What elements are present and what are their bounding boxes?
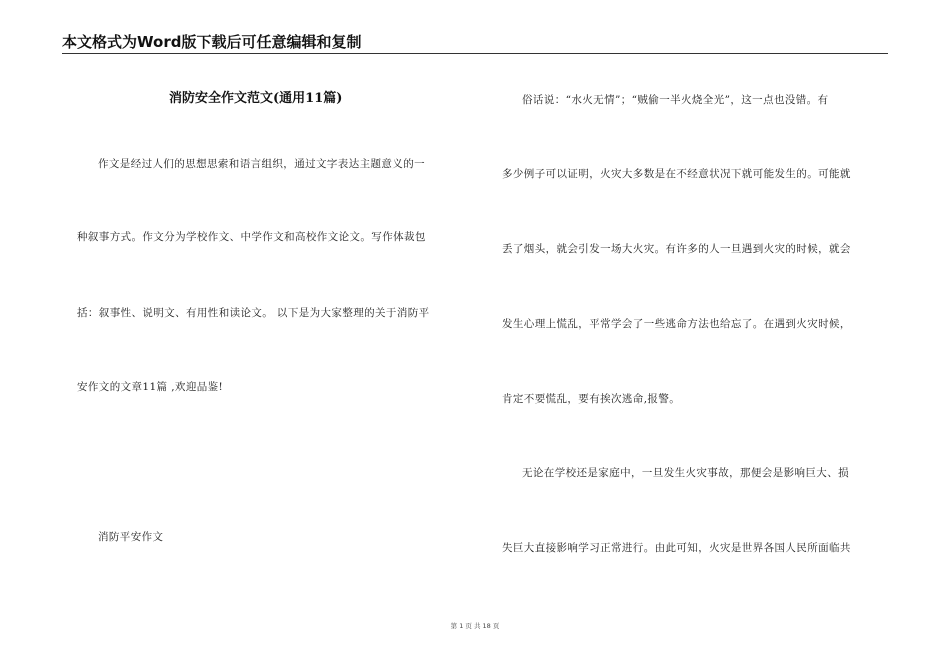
paragraph1-line-3: 丢了烟头，就会引发一场大火灾。有许多的人一旦遇到火灾的时候，就会: [502, 243, 851, 255]
paragraph1-line-5: 肯定不要慌乱，要有挨次逃命,报警。: [502, 393, 681, 405]
intro-line-2: 种叙事方式。作文分为学校作文、中学作文和高校作文论文。写作体裁包: [77, 231, 426, 243]
section-heading: 消防平安作文: [98, 531, 164, 543]
intro-line-3: 括：叙事性、说明文、有用性和读论文。 以下是为大家整理的关于消防平: [77, 307, 430, 319]
paragraph1-line-4: 发生心理上慌乱，平常学会了一些逃命方法也给忘了。在遇到火灾时候，: [502, 318, 851, 330]
intro-line-4: 安作文的文章11篇 ,欢迎品鉴!: [77, 381, 224, 393]
header-title: 本文格式为Word版下载后可任意编辑和复制: [62, 33, 362, 51]
paragraph2-line-2: 失巨大直接影响学习正常进行。由此可知，火灾是世界各国人民所面临共: [502, 542, 851, 554]
paragraph1-line-2: 多少例子可以证明，火灾大多数是在不经意状况下就可能发生的。可能就: [502, 168, 851, 180]
paragraph1-line-1: 俗话说：“水火无情”；“贼偷一半火烧全光”，这一点也没错。有: [522, 94, 829, 106]
paragraph2-line-1: 无论在学校还是家庭中，一旦发生火灾事故，那便会是影响巨大、损: [522, 467, 849, 479]
document-header: [62, 33, 888, 54]
document-title: 消防安全作文范文(通用11篇): [169, 91, 343, 106]
page-number: 第 1 页 共 18 页: [450, 622, 500, 630]
intro-line-1: 作文是经过人们的思想思索和语言组织，通过文字表达主题意义的一: [98, 158, 425, 170]
